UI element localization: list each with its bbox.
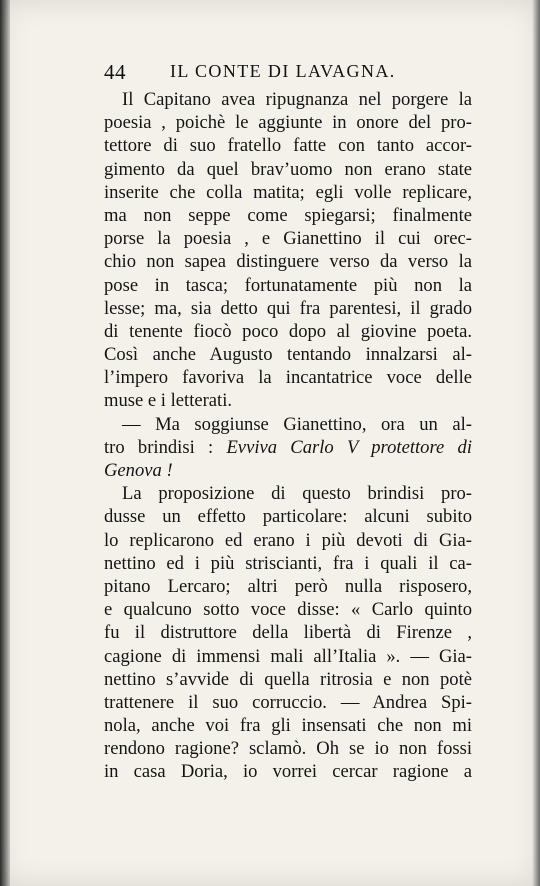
text-line: — Ma soggiunse Gianettino, ora un al- — [122, 413, 472, 435]
body-text — [104, 88, 472, 784]
text-line: fu il distruttore della libertà di Firenze , — [104, 622, 472, 644]
text-line: porse la poesia , e Gianettino il cui orec- — [104, 228, 472, 250]
text-line: nettino ed i più striscianti, fra i quali il ca- — [104, 552, 472, 574]
text-line: lesse; ma, sia detto qui fra parentesi, il grado — [104, 297, 472, 319]
text-line: gimento da quel brav’uomo non erano state — [104, 158, 472, 180]
text-line: chio non sapea distinguere verso da verso la — [104, 251, 472, 273]
text-line: nola, anche voi fra gli insensati che non mi — [104, 715, 472, 737]
text-line: Genova ! — [104, 460, 173, 481]
page-edge-left — [0, 0, 10, 886]
text-line: rendono ragione? sclamò. Oh se io non fossi — [104, 738, 472, 760]
text-fragment: tro brindisi : — [104, 436, 227, 458]
running-title: IL CONTE DI LAVAGNA. — [170, 61, 396, 81]
text-line: di tenente fiocò poco dopo al giovine poeta. — [104, 320, 472, 342]
page-number: 44 — [104, 60, 126, 84]
italic-toast: Evviva Carlo V protettore di — [226, 436, 472, 458]
text-line: dusse un effetto particolare: alcuni subito — [104, 506, 472, 528]
text-line: pitano Lercaro; altri però nulla risposero, — [104, 575, 472, 597]
running-header — [104, 60, 434, 88]
text-line: cagione di immensi mali all’Italia ». — Gia- — [104, 645, 472, 667]
text-line: ma non seppe come spiegarsi; finalmente — [104, 204, 472, 226]
text-line: in casa Doria, io vorrei cercar ragione a — [104, 761, 472, 783]
text-line: pose in tasca; fortunatamente più non la — [104, 274, 472, 296]
text-line: La proposizione di questo brindisi pro- — [122, 483, 472, 505]
page-edge-right — [532, 0, 540, 886]
text-line: poesia , poichè le aggiunte in onore del pro- — [104, 112, 472, 134]
text-line: lo replicarono ed erano i più devoti di Gia- — [104, 529, 472, 551]
text-line: inserite che colla matita; egli volle replicare, — [104, 181, 472, 203]
text-line: l’impero favoriva la incantatrice voce delle — [104, 367, 472, 389]
text-line: muse e i letterati. — [104, 390, 233, 412]
text-line: nettino s’avvide di quella ritrosia e non potè — [104, 668, 472, 690]
text-line — [104, 436, 472, 459]
text-line: e qualcuno sotto voce disse: « Carlo quinto — [104, 599, 472, 621]
text-line: tettore di suo fratello fatte con tanto accor- — [104, 135, 472, 157]
text-line: Il Capitano avea ripugnanza nel porgere la — [122, 89, 472, 110]
text-line: trattenere il suo corruccio. — Andrea Spi- — [104, 691, 472, 713]
text-line: Così anche Augusto tentando innalzarsi al- — [104, 344, 472, 366]
